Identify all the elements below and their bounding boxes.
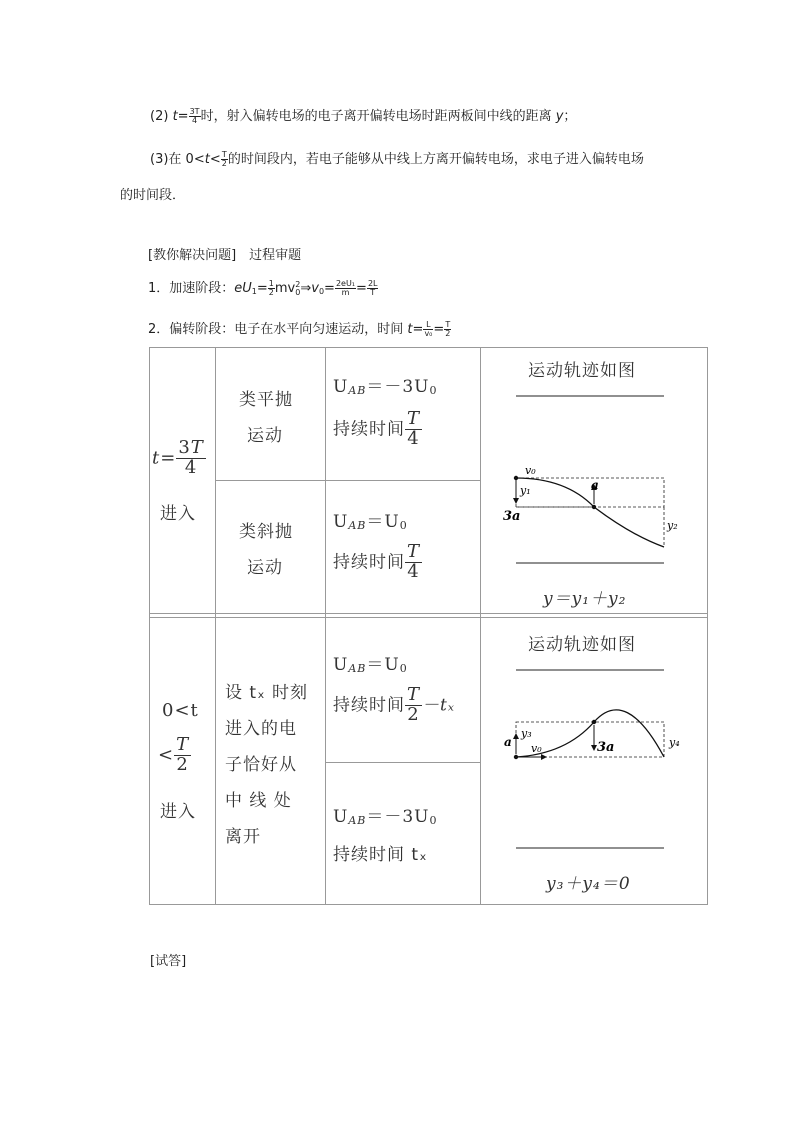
row2-inner-line <box>325 762 480 763</box>
row1-case-frac <box>176 439 205 478</box>
row1-b-voltage <box>333 507 408 532</box>
row2-a-u-val-sub: 0 <box>399 662 408 675</box>
row2-b-u-val-sub: 0 <box>429 814 438 827</box>
step1-f3-den: T <box>367 288 379 297</box>
row1-case-enter: 进入 <box>160 504 196 524</box>
row1-trajectory-curve <box>516 478 664 547</box>
step2-f2-num: T <box>445 320 451 329</box>
step1-eq2: = <box>324 281 335 296</box>
row2-label-a: a <box>504 735 512 749</box>
row2-a-num: T <box>407 684 421 705</box>
step1-v0-sub: 0 <box>318 287 325 296</box>
row1-b-duration <box>333 543 422 582</box>
table-bottom-border <box>149 904 708 905</box>
row2-desc-line3: 子恰好从 <box>225 755 297 775</box>
step1-f3-num: 2L <box>367 279 378 288</box>
row1-label-3a: 3a <box>503 509 521 524</box>
row2-a-dur: 持续时间 <box>333 695 405 716</box>
row2-v0-arrowhead <box>541 754 547 760</box>
question-3 <box>150 148 644 168</box>
row2-case-enter: 进入 <box>160 802 196 822</box>
row1-b-u: U <box>333 512 349 532</box>
q2-text: 时，射入偏转电场的电子离开偏转电场时距两板间中线的距离 <box>200 109 552 124</box>
q2-frac-num: 3T <box>189 107 200 116</box>
q3-fraction <box>221 151 228 168</box>
row2-label-3a: 3a <box>597 740 615 755</box>
question-2 <box>150 105 576 125</box>
guide-step2 <box>148 318 451 338</box>
row2-formula: y₃＋y₄＝0 <box>546 874 631 894</box>
row2-case-num: T <box>176 734 190 755</box>
row1-case-num: 3T <box>178 437 204 458</box>
q2-t-variable: t <box>172 109 178 124</box>
row2-peak-point <box>592 720 596 724</box>
row2-a-u-val: ＝U <box>366 655 400 675</box>
row2-a-frac <box>405 686 422 725</box>
row2-trajectory-figure <box>481 664 707 854</box>
table-right-border <box>707 347 708 905</box>
step1-arrow: ⇒ <box>300 281 312 296</box>
row1-case-eq: = <box>160 447 177 469</box>
answer-label: [试答] <box>150 954 187 969</box>
q3-lt: < <box>209 152 221 167</box>
step1-frac2 <box>335 280 356 297</box>
step2-eq: = <box>412 322 424 337</box>
row1-a-u: U <box>333 377 349 397</box>
row2-label-y3: y₃ <box>521 727 532 740</box>
row1-case-den: 4 <box>176 458 205 478</box>
step2-frac1 <box>423 321 433 338</box>
q2-number: (2) <box>150 109 169 124</box>
row1-figure-title: 运动轨迹如图 <box>528 361 636 381</box>
row1-a-type-line1: 类平抛 <box>239 390 293 410</box>
row1-b-u-val: ＝U <box>366 512 400 532</box>
row1-formula: y＝y₁＋y₂ <box>543 589 627 609</box>
row1-a-den: 4 <box>405 429 422 449</box>
row2-b-voltage <box>333 802 438 827</box>
row2-case-lt: < <box>158 744 175 766</box>
row2-b-u-sub: AB <box>348 814 367 827</box>
row1-a-u-val: ＝－3U <box>366 377 430 397</box>
row-separator-2 <box>149 617 708 618</box>
row2-a-duration <box>333 686 455 725</box>
q2-fraction <box>189 108 201 125</box>
row1-trajectory-figure <box>481 390 707 570</box>
q2-frac-den: 4 <box>189 116 201 125</box>
q3-t-variable: t <box>204 152 210 167</box>
step1-v-sub: 0 <box>295 287 301 297</box>
row1-a-dur: 持续时间 <box>333 419 405 440</box>
row2-label-y4: y₄ <box>669 736 680 749</box>
step2-frac2 <box>444 321 451 338</box>
question-3-line2: 的时间段． <box>120 188 186 203</box>
row2-case-line2 <box>158 736 191 775</box>
row2-b-u-val: ＝－3U <box>366 807 430 827</box>
row1-case-t: t <box>152 447 161 469</box>
q3-text: 的时间段内，若电子能够从中线上方离开偏转电场，求电子进入偏转电场 <box>227 152 644 167</box>
row2-case-den: 2 <box>174 755 191 775</box>
q2-end: ； <box>563 109 577 124</box>
guide-step1 <box>148 277 378 297</box>
step2-f1-num: L <box>426 320 431 329</box>
q3-prefix: (3)在 0< <box>150 152 205 167</box>
row1-mid-point <box>592 505 596 509</box>
row2-case-frac <box>174 736 191 775</box>
step1-eU-sub: 1 <box>251 287 257 296</box>
row2-label-v0: v₀ <box>531 742 542 755</box>
row1-a-u-sub: AB <box>348 384 367 397</box>
row1-b-den: 4 <box>405 562 422 582</box>
step2-f2-den: 2 <box>445 329 451 338</box>
row2-desc-line5: 离开 <box>225 827 261 847</box>
row1-3a-arrowhead <box>513 498 519 504</box>
step2-t: t <box>407 322 413 337</box>
row1-b-u-sub: AB <box>348 519 367 532</box>
step1-frac3 <box>367 280 379 297</box>
row2-a-minus: －tₓ <box>422 695 455 716</box>
row2-a-den: 2 <box>405 705 422 725</box>
row1-a-voltage <box>333 372 438 397</box>
row-separator-1 <box>149 613 708 614</box>
row2-a-u: U <box>333 655 349 675</box>
row1-a-num: T <box>407 408 421 429</box>
step1-f2-num: 2eU₁ <box>335 279 356 288</box>
step1-mv: mv <box>274 281 296 296</box>
row2-a-u-sub: AB <box>348 662 367 675</box>
row1-b-u-val-sub: 0 <box>399 519 408 532</box>
q3-frac-num: T <box>221 150 227 159</box>
step1-eq: = <box>256 281 268 296</box>
step1-v-sup: 2 <box>295 279 301 289</box>
step1-v0: v <box>311 281 319 296</box>
q2-y-variable: y <box>555 109 564 124</box>
row1-label-y2: y₂ <box>667 519 678 532</box>
step2-eq2: = <box>433 322 445 337</box>
row1-b-dur: 持续时间 <box>333 552 405 573</box>
table-left-border <box>149 347 150 905</box>
row2-desc-line1: 设 tₓ 时刻 <box>225 683 309 703</box>
col-line-1 <box>215 347 216 905</box>
step1-half-den: 2 <box>268 288 274 297</box>
row1-inner-line <box>215 480 480 481</box>
q2-equals: = <box>177 109 189 124</box>
row1-a-frac <box>405 410 422 449</box>
step1-half-num: 1 <box>268 279 274 288</box>
row1-b-frac <box>405 543 422 582</box>
step1-f2-den: m <box>335 288 356 297</box>
row2-desc-line2: 进入的电 <box>225 719 297 739</box>
row1-label-y1: y₁ <box>520 484 531 497</box>
row1-label-v0: v₀ <box>525 464 536 477</box>
row2-a-voltage <box>333 650 408 675</box>
step2-prefix: 2．偏转阶段：电子在水平向匀速运动，时间 <box>148 322 404 337</box>
row2-case-line1: 0<t <box>162 700 199 721</box>
step1-eU: eU <box>234 281 252 296</box>
row1-case <box>152 439 206 478</box>
step1-eq3: = <box>356 281 367 296</box>
step1-half <box>268 280 275 297</box>
row1-b-type-line1: 类斜抛 <box>239 522 293 542</box>
row2-figure-title: 运动轨迹如图 <box>528 635 636 655</box>
row2-b-duration: 持续时间 tₓ <box>333 845 428 865</box>
row2-a-arrowhead <box>513 733 519 739</box>
col-line-2 <box>325 347 326 905</box>
row2-b-u: U <box>333 807 349 827</box>
row1-b-num: T <box>407 541 421 562</box>
row1-a-u-val-sub: 0 <box>429 384 438 397</box>
step1-prefix: 1．加速阶段： <box>148 281 235 296</box>
guide-heading: [教你解决问题] 过程审题 <box>148 248 302 263</box>
q3-frac-den: 2 <box>221 159 227 168</box>
step2-f1-den: v₀ <box>424 329 433 338</box>
row1-a-type-line2: 运动 <box>247 426 283 446</box>
row1-b-type-line2: 运动 <box>247 558 283 578</box>
row1-start-point <box>514 476 518 480</box>
row2-desc-line4: 中 线 处 <box>225 791 292 811</box>
row1-label-a: a <box>591 478 599 492</box>
table-top-border <box>149 347 708 348</box>
row1-a-duration <box>333 410 422 449</box>
